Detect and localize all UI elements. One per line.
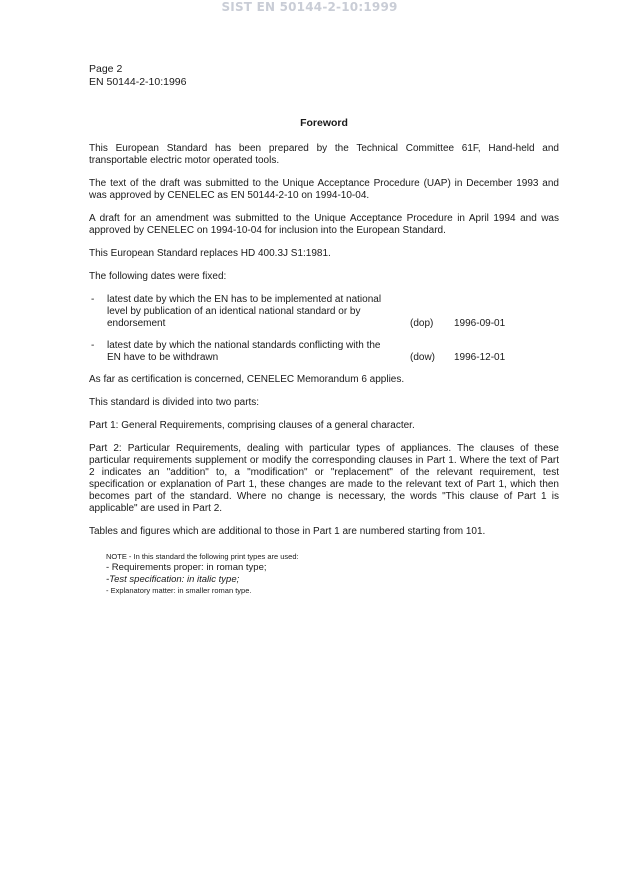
date-description: latest date by which the EN has to be implemented at national level by publication of an identical national standard or by endorsement xyxy=(107,294,382,329)
note-intro: NOTE - In this standard the following print types are used: xyxy=(106,552,299,561)
paragraph: Tables and figures which are additional to those in Part 1 are numbered starting from 101. xyxy=(89,526,486,537)
paragraph: Part 1: General Requirements, comprising clauses of a general character. xyxy=(89,420,415,431)
date-item-dop xyxy=(89,294,559,330)
date-abbreviation: (dop) xyxy=(410,318,434,329)
note-smaller-type: - Explanatory matter: in smaller roman type. xyxy=(106,586,252,595)
foreword-title: Foreword xyxy=(300,117,348,129)
date-abbreviation: (dow) xyxy=(410,352,436,363)
paragraph: The text of the draft was submitted to the Unique Acceptance Procedure (UAP) in December 1993 and was approved by CENELEC as EN 50144-2-10 on 1994-10-04. xyxy=(89,178,559,201)
paragraph: As far as certification is concerned, CENELEC Memorandum 6 applies. xyxy=(89,374,405,385)
list-dash: - xyxy=(91,294,95,305)
paragraph: Part 2: Particular Requirements, dealing with particular types of appliances. The clauses of these particular requirements supplement or modify the corresponding clauses in Part 1. Where the text of Part 2 indicates an "addition" to, a "modification" or "replacement" of the relevant requirement, test specification or explanation of Part 1, these changes are made to the relevant text of Part 1, which then becomes part of the standard. Where no change is necessary, the words "This clause of Part 1 is applicable" are used in Part 2. xyxy=(89,443,559,514)
foreword-body xyxy=(89,117,559,596)
page-header xyxy=(89,63,187,89)
date-description: latest date by which the national standards conflicting with the EN have to be withdrawn xyxy=(107,340,381,363)
paragraph: This standard is divided into two parts: xyxy=(89,397,260,408)
print-types-note xyxy=(106,552,559,596)
paragraph: This European Standard has been prepared by the Technical Committee 61F, Hand-held and transportable electric motor operated tools. xyxy=(89,143,559,166)
paragraph: A draft for an amendment was submitted to the Unique Acceptance Procedure in April 1994 and was approved by CENELEC on 1994-10-04 for inclusion into the European Standard. xyxy=(89,213,559,236)
note-italic-type: -Test specification: in italic type; xyxy=(106,574,240,585)
standard-reference: EN 50144-2-10:1996 xyxy=(89,76,187,88)
list-dash: - xyxy=(91,340,95,351)
date-item-dow xyxy=(89,340,559,364)
note-roman-type: - Requirements proper: in roman type; xyxy=(106,562,267,573)
watermark: SIST EN 50144-2-10:1999 xyxy=(221,0,398,14)
paragraph: This European Standard replaces HD 400.3J S1:1981. xyxy=(89,248,331,259)
date-value: 1996-12-01 xyxy=(454,352,506,363)
dates-list xyxy=(89,294,559,364)
page-number: Page 2 xyxy=(89,63,123,75)
date-value: 1996-09-01 xyxy=(454,318,506,329)
paragraph: The following dates were fixed: xyxy=(89,271,227,282)
